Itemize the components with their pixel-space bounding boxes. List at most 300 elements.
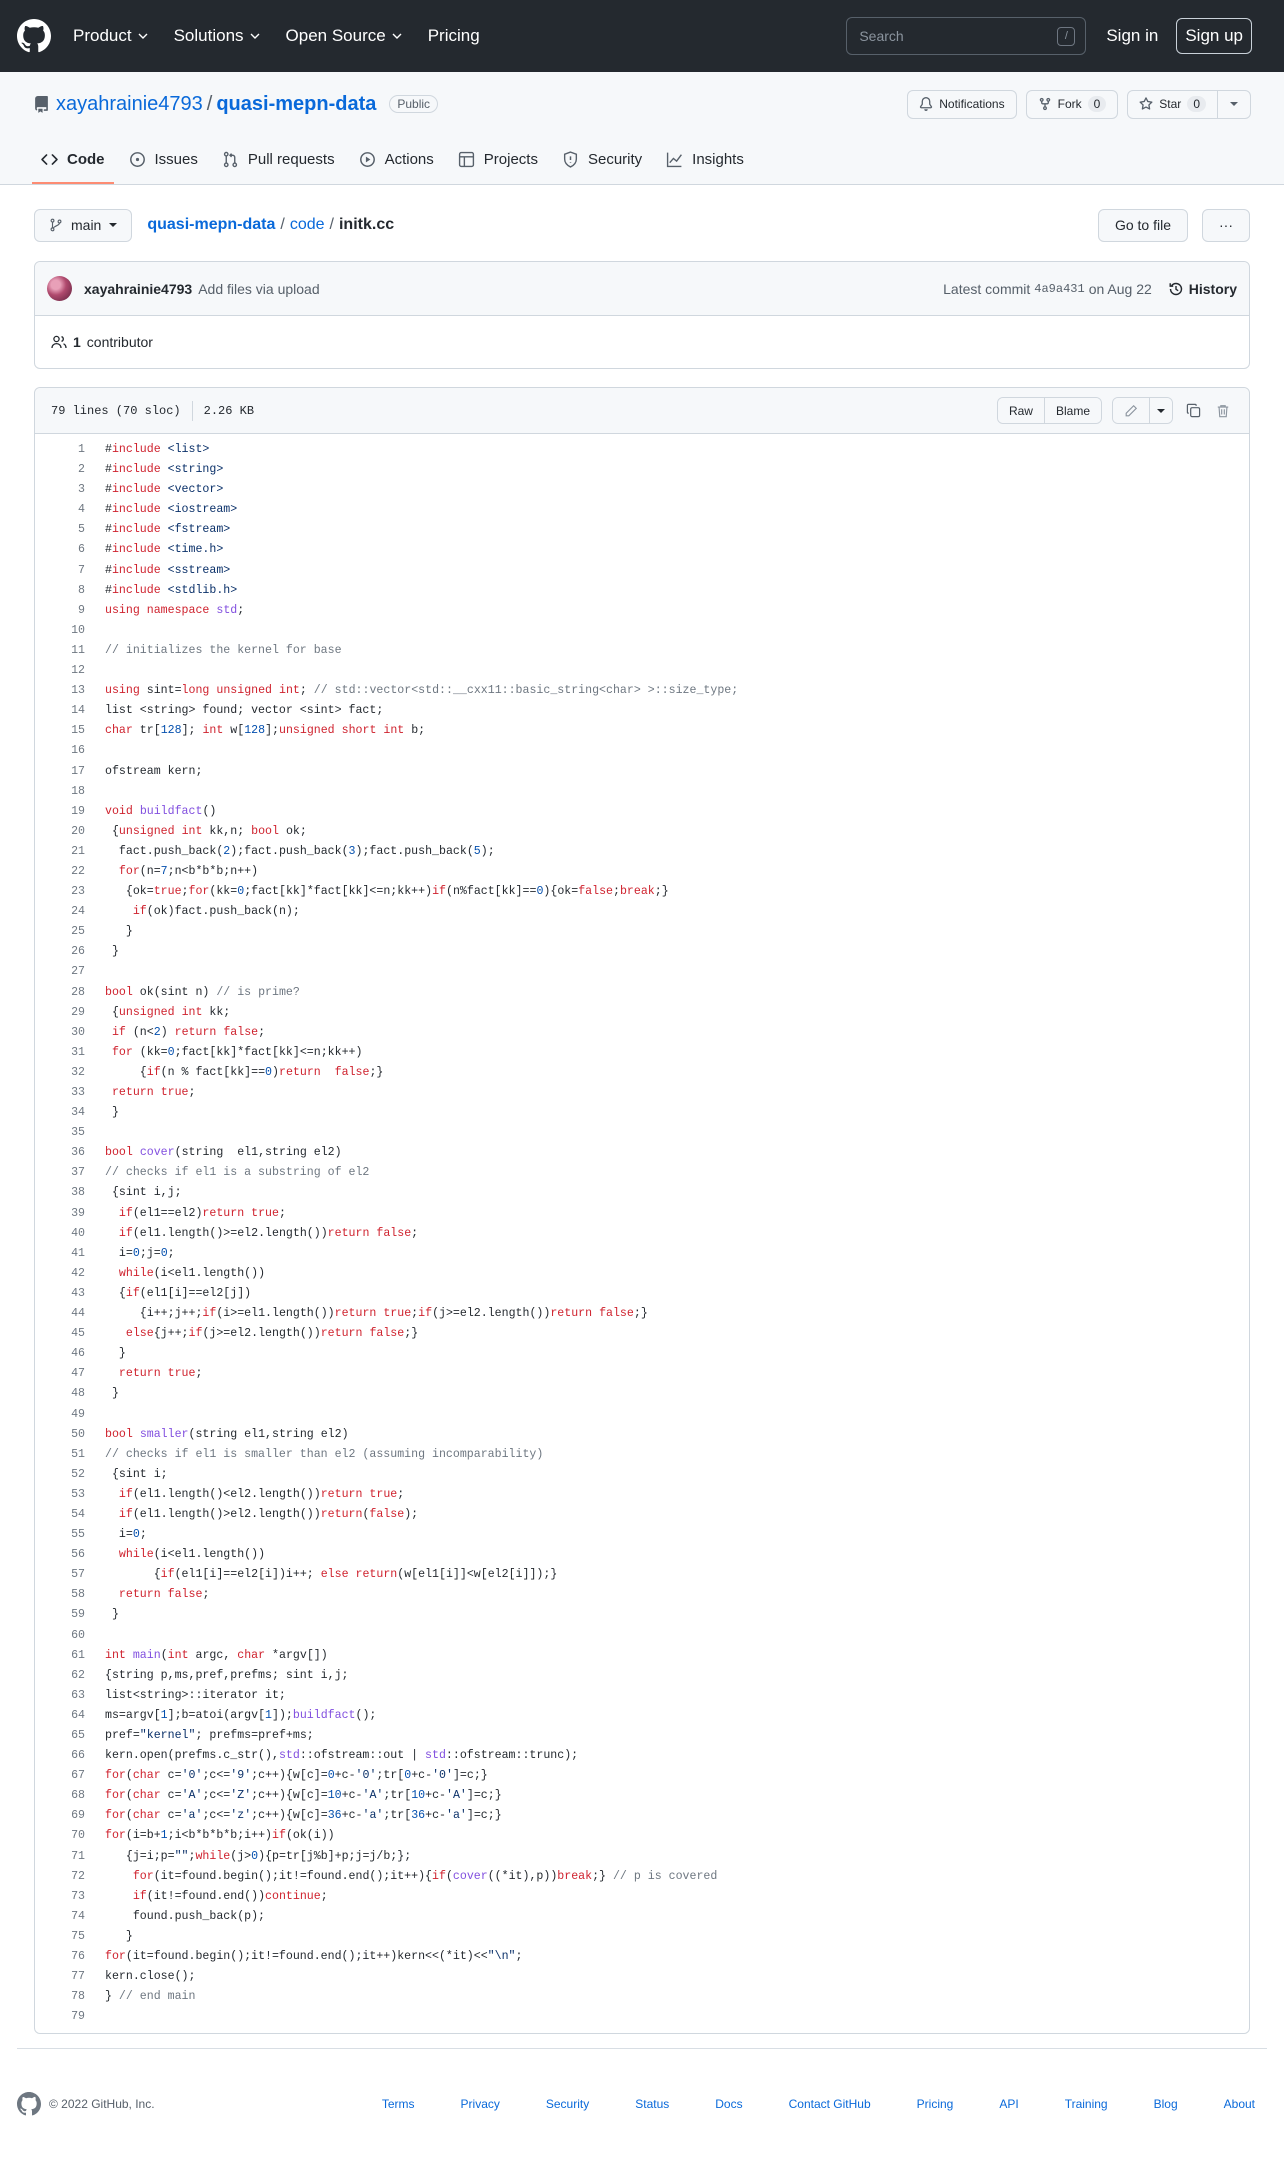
- line-number[interactable]: 8: [78, 583, 85, 597]
- footer-link-pricing[interactable]: Pricing: [916, 2097, 954, 2111]
- sign-in-link[interactable]: Sign in: [1106, 26, 1159, 45]
- line-number[interactable]: 24: [71, 905, 85, 919]
- line-number[interactable]: 22: [71, 864, 85, 878]
- line-number[interactable]: 10: [71, 623, 85, 637]
- code-line: [35, 1706, 1249, 1726]
- line-content: {if(el1[i]==el2[i])i++; else return(w[el1[i]]<w[el2[i]]);}: [105, 1568, 558, 1582]
- line-number[interactable]: 16: [71, 744, 85, 758]
- line-number[interactable]: 52: [71, 1467, 85, 1481]
- latest-commit-label: Latest commit: [943, 280, 1031, 297]
- code-line: [35, 561, 1249, 581]
- line-content: for(n=7;n<b*b*b;n++): [118, 864, 259, 878]
- main-content: [0, 185, 1284, 2034]
- delete-button[interactable]: [1213, 401, 1233, 421]
- line-number[interactable]: 78: [71, 1990, 85, 2004]
- code-line: [35, 822, 1249, 842]
- line-number[interactable]: 72: [71, 1869, 85, 1883]
- code-line: [35, 782, 1249, 802]
- nav-solutions[interactable]: [174, 26, 260, 46]
- line-content: bool cover(string el1,string el2): [105, 1146, 342, 1160]
- footer-link-contact[interactable]: Contact GitHub: [788, 2097, 871, 2111]
- line-number[interactable]: 49: [71, 1407, 85, 1421]
- repo-title-row: [0, 72, 1284, 136]
- line-number[interactable]: 61: [71, 1648, 85, 1662]
- line-number[interactable]: 79: [71, 2010, 85, 2024]
- tab-security-label: Security: [587, 150, 643, 168]
- line-content: [85, 782, 105, 802]
- line-content: #include <iostream>: [105, 503, 238, 517]
- table-icon: [458, 151, 475, 168]
- line-number[interactable]: 25: [71, 925, 85, 939]
- line-number[interactable]: 32: [71, 1065, 85, 1079]
- code-line: [35, 1143, 1249, 1163]
- code-line: [35, 1003, 1249, 1023]
- line-content: return true;: [111, 1086, 196, 1099]
- notifications-button[interactable]: [907, 90, 1016, 119]
- breadcrumb-file-name: initk.cc: [338, 216, 395, 233]
- line-content: [85, 1123, 105, 1143]
- line-number[interactable]: 68: [71, 1789, 85, 1803]
- breadcrumb-dir-link[interactable]: code: [289, 216, 325, 233]
- footer-link-training[interactable]: Training: [1064, 2097, 1108, 2111]
- code-line: [35, 862, 1249, 882]
- line-content: if(ok)fact.push_back(n);: [132, 905, 300, 919]
- line-content: {sint i;: [105, 1467, 168, 1481]
- caret-down-icon: [1230, 100, 1238, 108]
- line-content: [85, 621, 105, 641]
- line-number[interactable]: 9: [78, 603, 85, 617]
- code-line: [35, 1485, 1249, 1505]
- line-number[interactable]: 77: [71, 1970, 85, 1984]
- repo-name-link[interactable]: quasi-mepn-data: [216, 92, 377, 115]
- line-content: }: [105, 945, 119, 959]
- people-icon: [51, 334, 67, 350]
- line-number[interactable]: 42: [71, 1266, 85, 1280]
- breadcrumb-repo-link[interactable]: quasi-mepn-data: [147, 216, 276, 233]
- line-content: int main(int argc, char *argv[]): [105, 1648, 328, 1662]
- copy-button[interactable]: [1183, 401, 1203, 421]
- code-line: [35, 1405, 1249, 1425]
- tab-issues[interactable]: [120, 136, 207, 184]
- nav-pricing[interactable]: Pricing: [427, 26, 480, 45]
- code-line: [35, 480, 1249, 500]
- line-content: [85, 661, 105, 681]
- line-number[interactable]: 1: [78, 443, 85, 456]
- edit-dropdown-button[interactable]: [1149, 398, 1172, 423]
- code-line: [35, 2007, 1249, 2027]
- header-nav: [73, 26, 480, 46]
- tab-insights[interactable]: [657, 136, 753, 184]
- caret-down-icon: [109, 221, 117, 229]
- code-line: [35, 440, 1249, 460]
- code-line: [35, 1465, 1249, 1485]
- line-number[interactable]: 47: [71, 1367, 85, 1381]
- star-icon: [1139, 97, 1153, 111]
- branch-select-button[interactable]: [34, 209, 132, 242]
- file-line-count: 79 lines (70 sloc): [51, 403, 181, 418]
- line-number[interactable]: 11: [71, 643, 85, 657]
- line-number[interactable]: 54: [71, 1507, 85, 1521]
- file-viewer: [34, 387, 1250, 2034]
- line-content: kern.close();: [105, 1970, 196, 1984]
- chevron-down-icon: [250, 31, 260, 41]
- line-number[interactable]: 58: [71, 1588, 85, 1602]
- code-line: [35, 500, 1249, 520]
- line-content: {if(el1[i]==el2[j]): [105, 1286, 252, 1300]
- line-number[interactable]: 73: [71, 1889, 85, 1903]
- code-line: [35, 1585, 1249, 1605]
- line-content: using namespace std;: [105, 603, 245, 617]
- code-line: [35, 540, 1249, 560]
- tab-security[interactable]: [553, 136, 651, 184]
- line-content: i=0;: [105, 1528, 147, 1542]
- pencil-icon: [1124, 404, 1138, 418]
- line-number[interactable]: 63: [71, 1688, 85, 1702]
- line-content: for(char c='a';c<='z';c++){w[c]=36+c-'a';tr[36+c-'a']=c;}: [105, 1809, 502, 1823]
- contributor-count: 1: [73, 334, 81, 350]
- line-content: // initializes the kernel for base: [105, 643, 342, 657]
- line-number[interactable]: 56: [71, 1548, 85, 1562]
- code-line: [35, 1163, 1249, 1183]
- search-input[interactable]: [846, 17, 1086, 55]
- code-line: [35, 842, 1249, 862]
- code-line: [35, 1746, 1249, 1766]
- code-line: [35, 1927, 1249, 1947]
- copyright: © 2022 GitHub, Inc.: [49, 2097, 155, 2111]
- line-number[interactable]: 60: [71, 1628, 85, 1642]
- code-line: [35, 1525, 1249, 1545]
- graph-icon: [666, 151, 683, 168]
- line-number[interactable]: 21: [71, 844, 85, 858]
- code-line: [35, 581, 1249, 601]
- code-line: [35, 641, 1249, 661]
- star-button[interactable]: [1127, 90, 1251, 119]
- line-number[interactable]: 23: [71, 885, 85, 899]
- line-content: i=0;j=0;: [105, 1246, 175, 1260]
- line-number[interactable]: 12: [71, 664, 85, 678]
- line-content: for(char c='0';c<='9';c++){w[c]=0+c-'0';tr[0+c-'0']=c;}: [105, 1769, 488, 1783]
- raw-button[interactable]: Raw: [998, 398, 1044, 423]
- blame-button[interactable]: Blame: [1044, 398, 1101, 423]
- code-line: [35, 621, 1249, 641]
- line-number[interactable]: 28: [71, 985, 85, 999]
- line-content: return true;: [118, 1367, 203, 1381]
- footer-link-about[interactable]: About: [1223, 2097, 1255, 2111]
- commit-sha-link[interactable]: 4a9a431: [1034, 281, 1085, 296]
- line-number[interactable]: 67: [71, 1769, 85, 1783]
- file-actions: [997, 397, 1233, 424]
- line-content: for(i=b+1;i<b*b*b*b;i++)if(ok(i)): [105, 1829, 335, 1843]
- code-line: [35, 1304, 1249, 1324]
- line-number[interactable]: 13: [71, 684, 85, 698]
- line-number[interactable]: 44: [71, 1307, 85, 1321]
- code-line: [35, 1505, 1249, 1525]
- sign-up-button[interactable]: Sign up: [1176, 18, 1252, 54]
- github-logo-icon[interactable]: [17, 19, 51, 53]
- repo-actions: [907, 90, 1251, 119]
- line-number[interactable]: 50: [71, 1427, 85, 1441]
- line-number[interactable]: 15: [71, 724, 85, 738]
- line-number[interactable]: 38: [71, 1186, 85, 1200]
- commit-author-link[interactable]: xayahrainie4793: [84, 280, 193, 297]
- code-line: [35, 1987, 1249, 2007]
- line-number[interactable]: 5: [78, 523, 85, 537]
- edit-button[interactable]: [1113, 398, 1149, 423]
- line-number[interactable]: 34: [71, 1106, 85, 1120]
- code-line: [35, 1766, 1249, 1786]
- line-number[interactable]: 39: [71, 1206, 85, 1220]
- code-line: [35, 1967, 1249, 1987]
- code-line: [35, 1686, 1249, 1706]
- nav-open-source-label: Open Source: [285, 26, 386, 45]
- code-line: [35, 1425, 1249, 1445]
- code-line: [35, 1646, 1249, 1666]
- divider: [192, 401, 193, 421]
- line-number[interactable]: 30: [71, 1025, 85, 1039]
- line-number[interactable]: 33: [71, 1086, 85, 1099]
- line-content: if(el1.length()>el2.length())return(false);: [118, 1507, 419, 1521]
- chevron-down-icon: [392, 31, 402, 41]
- line-number[interactable]: 18: [71, 784, 85, 798]
- line-number[interactable]: 27: [71, 965, 85, 979]
- code-line: [35, 1103, 1249, 1123]
- footer-link-status[interactable]: Status: [635, 2097, 670, 2111]
- footer-link-privacy[interactable]: Privacy: [460, 2097, 500, 2111]
- line-content: [85, 1626, 105, 1646]
- code-view: [35, 434, 1249, 2033]
- line-number[interactable]: 70: [71, 1829, 85, 1843]
- line-content: #include <stdlib.h>: [105, 583, 238, 597]
- line-content: if(it!=found.end())continue;: [132, 1889, 328, 1903]
- latest-commit-row: [35, 262, 1249, 316]
- go-to-file-button[interactable]: Go to file: [1098, 209, 1188, 242]
- code-line: [35, 1284, 1249, 1304]
- code-line: [35, 1887, 1249, 1907]
- line-number[interactable]: 53: [71, 1487, 85, 1501]
- header-right: [846, 17, 1252, 55]
- search-placeholder: Search: [859, 28, 904, 44]
- branch-name: main: [71, 217, 102, 233]
- line-content: {i++;j++;if(i>=el1.length())return true;if(j>=el2.length())return false;}: [105, 1307, 648, 1321]
- breadcrumb-separator: /: [329, 216, 334, 233]
- line-content: #include <string>: [105, 463, 224, 477]
- line-number[interactable]: 57: [71, 1568, 85, 1582]
- line-number[interactable]: 40: [71, 1226, 85, 1240]
- footer-link-api[interactable]: API: [999, 2097, 1019, 2111]
- repo-owner-link[interactable]: xayahrainie4793: [56, 92, 203, 115]
- line-content: [85, 1405, 105, 1425]
- code-line: [35, 1244, 1249, 1264]
- line-content: if(el1==el2)return true;: [118, 1206, 286, 1220]
- pull-request-icon: [222, 151, 239, 168]
- code-line: [35, 681, 1249, 701]
- code-line: [35, 1384, 1249, 1404]
- line-content: bool ok(sint n) // is prime?: [105, 985, 300, 999]
- code-line: [35, 1626, 1249, 1646]
- line-content: {ok=true;for(kk=0;fact[kk]*fact[kk]<=n;kk++)if(n%fact[kk]==0){ok=false;break;}: [105, 885, 669, 899]
- code-line: [35, 1083, 1249, 1103]
- code-line: [35, 460, 1249, 480]
- code-line: [35, 902, 1249, 922]
- footer-links: [336, 2097, 1255, 2111]
- file-nav-actions: [1098, 209, 1250, 242]
- code-line: [35, 882, 1249, 902]
- tab-issues-label: Issues: [154, 150, 198, 168]
- line-content: {unsigned int kk,n; bool ok;: [105, 824, 307, 838]
- line-content: ms=argv[1];b=atoi(argv[1]);buildfact();: [105, 1708, 377, 1722]
- line-number[interactable]: 37: [71, 1166, 85, 1180]
- line-content: if(el1.length()>=el2.length())return false;: [118, 1226, 419, 1240]
- line-content: pref="kernel"; prefms=pref+ms;: [105, 1729, 314, 1742]
- line-number[interactable]: 75: [71, 1929, 85, 1943]
- line-number[interactable]: 51: [71, 1447, 85, 1461]
- history-link[interactable]: [1168, 281, 1237, 297]
- code-line: [35, 1826, 1249, 1846]
- line-number[interactable]: 19: [71, 804, 85, 818]
- code-line: [35, 1565, 1249, 1585]
- kebab-horizontal-icon: ···: [1219, 217, 1233, 233]
- line-content: #include <vector>: [105, 483, 224, 497]
- visibility-badge: Public: [389, 95, 438, 113]
- star-count: 0: [1187, 96, 1206, 112]
- code-line: [35, 661, 1249, 681]
- star-dropdown[interactable]: [1218, 91, 1250, 118]
- code-line: [35, 721, 1249, 741]
- line-content: #include <time.h>: [105, 543, 224, 557]
- line-number[interactable]: 41: [71, 1246, 85, 1260]
- code-line: [35, 1063, 1249, 1083]
- line-number[interactable]: 14: [71, 704, 85, 718]
- line-content: while(i<el1.length()): [118, 1266, 266, 1280]
- code-line: [35, 701, 1249, 721]
- line-number[interactable]: 3: [78, 483, 85, 497]
- line-number[interactable]: 66: [71, 1749, 85, 1763]
- raw-blame-group: [997, 397, 1102, 424]
- file-navigation: [34, 185, 1250, 265]
- shield-icon: [562, 151, 579, 168]
- line-number[interactable]: 7: [78, 563, 85, 577]
- line-number[interactable]: 64: [71, 1708, 85, 1722]
- line-number[interactable]: 65: [71, 1729, 85, 1742]
- line-content: for(it=found.begin();it!=found.end();it++)kern<<(*it)<<"\n";: [105, 1950, 523, 1964]
- nav-product[interactable]: [73, 26, 148, 46]
- contributor-label: contributor: [86, 334, 153, 350]
- line-number[interactable]: 35: [71, 1126, 85, 1140]
- line-number[interactable]: 45: [71, 1327, 85, 1341]
- line-number[interactable]: 48: [71, 1387, 85, 1401]
- file-header: [35, 388, 1249, 434]
- code-line: [35, 1666, 1249, 1686]
- chevron-down-icon: [138, 31, 148, 41]
- tab-projects[interactable]: [449, 136, 547, 184]
- site-header: [0, 0, 1284, 72]
- line-content: // checks if el1 is a substring of el2: [105, 1166, 370, 1180]
- tab-actions-label: Actions: [384, 150, 434, 168]
- repo-slash: /: [206, 92, 213, 115]
- line-content: list<string>::iterator it;: [105, 1688, 286, 1702]
- line-number[interactable]: 55: [71, 1528, 85, 1542]
- line-number[interactable]: 69: [71, 1809, 85, 1823]
- tab-actions[interactable]: [350, 136, 443, 184]
- line-content: }: [105, 1106, 119, 1120]
- tab-insights-label: Insights: [692, 150, 744, 168]
- line-number[interactable]: 59: [71, 1608, 85, 1622]
- code-line: [35, 1545, 1249, 1565]
- line-number[interactable]: 6: [78, 543, 85, 557]
- line-number[interactable]: 17: [71, 764, 85, 778]
- line-content: bool smaller(string el1,string el2): [105, 1427, 349, 1441]
- github-mark-icon[interactable]: [17, 2092, 41, 2116]
- code-line: [35, 1264, 1249, 1284]
- code-line: [35, 1726, 1249, 1746]
- line-content: #include <sstream>: [105, 563, 231, 577]
- search-shortcut-key: /: [1057, 27, 1075, 46]
- line-number[interactable]: 29: [71, 1005, 85, 1019]
- line-content: }: [105, 1347, 126, 1361]
- fork-button[interactable]: [1026, 90, 1119, 119]
- fork-label: Fork: [1057, 97, 1082, 111]
- line-content: [85, 962, 105, 982]
- more-options-button[interactable]: [1202, 209, 1250, 242]
- line-number[interactable]: 62: [71, 1668, 85, 1682]
- footer-link-terms[interactable]: Terms: [381, 2097, 415, 2111]
- site-footer: [17, 2048, 1267, 2111]
- line-content: return false;: [118, 1588, 210, 1602]
- code-line: [35, 1445, 1249, 1465]
- commit-message-link[interactable]: Add files via upload: [198, 280, 320, 297]
- line-content: while(i<el1.length()): [118, 1548, 266, 1562]
- code-icon: [41, 151, 58, 168]
- line-number[interactable]: 76: [71, 1950, 85, 1964]
- line-number[interactable]: 26: [71, 945, 85, 959]
- line-number[interactable]: 36: [71, 1146, 85, 1160]
- line-content: for (kk=0;fact[kk]*fact[kk]<=n;kk++): [111, 1045, 363, 1059]
- line-number[interactable]: 31: [71, 1045, 85, 1059]
- tab-pull-requests-label: Pull requests: [247, 150, 335, 168]
- code-line: [35, 762, 1249, 782]
- line-number[interactable]: 46: [71, 1347, 85, 1361]
- star-main[interactable]: [1128, 91, 1218, 118]
- line-number[interactable]: 74: [71, 1909, 85, 1923]
- line-content: #include <list>: [105, 443, 210, 456]
- code-line: [35, 741, 1249, 761]
- code-line: [35, 1947, 1249, 1967]
- line-number[interactable]: 20: [71, 824, 85, 838]
- line-content: if (n<2) return false;: [111, 1025, 266, 1039]
- contributors-row: [35, 316, 1249, 368]
- tab-code[interactable]: [32, 136, 114, 184]
- footer-link-docs[interactable]: Docs: [715, 2097, 743, 2111]
- code-line: [35, 1847, 1249, 1867]
- line-number[interactable]: 2: [78, 463, 85, 477]
- code-line: [35, 1204, 1249, 1224]
- copy-icon: [1186, 403, 1201, 418]
- avatar[interactable]: [47, 276, 72, 301]
- line-content: } // end main: [105, 1990, 196, 2004]
- tab-pull-requests[interactable]: [213, 136, 344, 184]
- nav-open-source[interactable]: [286, 26, 402, 46]
- line-number[interactable]: 71: [71, 1849, 85, 1863]
- line-number[interactable]: 4: [78, 503, 85, 517]
- footer-link-security[interactable]: Security: [545, 2097, 590, 2111]
- line-content: // checks if el1 is smaller than el2 (assuming incomparability): [105, 1447, 544, 1461]
- line-number[interactable]: 43: [71, 1286, 85, 1300]
- code-line: [35, 1806, 1249, 1826]
- commit-date: on Aug 22: [1088, 280, 1152, 297]
- code-line: [35, 520, 1249, 540]
- code-line: [35, 1786, 1249, 1806]
- footer-link-blog[interactable]: Blog: [1153, 2097, 1178, 2111]
